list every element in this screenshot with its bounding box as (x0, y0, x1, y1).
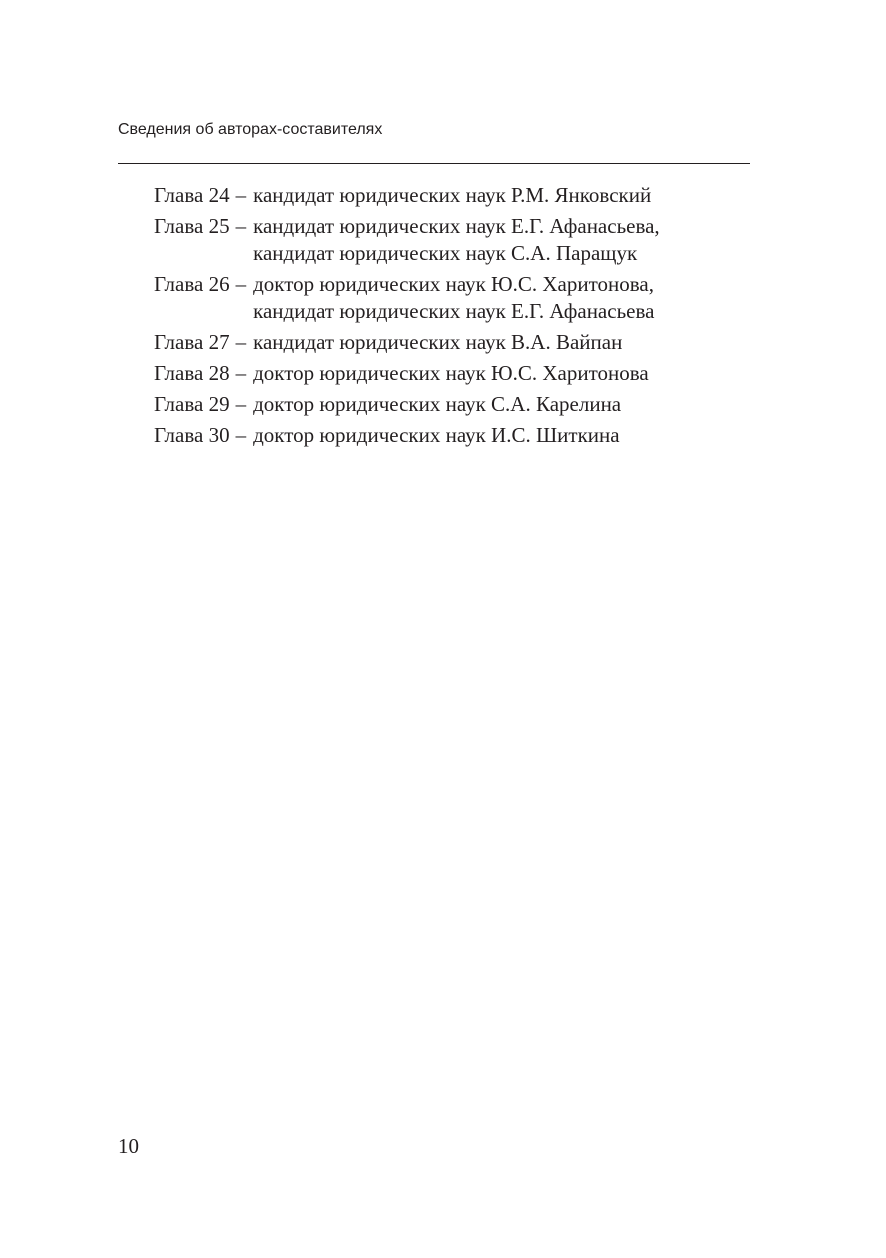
authors (253, 360, 754, 387)
chapter-label: Глава 24 (154, 183, 230, 207)
author-line: кандидат юридических наук Е.Г. Афанасьева (253, 299, 655, 323)
chapter-label: Глава 27 (154, 330, 230, 354)
author-line: доктор юридических наук Ю.С. Харитонова, (253, 272, 654, 296)
author-line: доктор юридических наук С.А. Карелина (253, 392, 622, 416)
author-line: кандидат юридических наук Е.Г. Афанасьева, (253, 214, 660, 238)
chapter-label: Глава 30 (154, 423, 230, 447)
dash: – (235, 214, 247, 238)
chapter-label: Глава 28 (154, 361, 230, 385)
author-line: кандидат юридических наук В.А. Вайпан (253, 330, 623, 354)
authors (253, 422, 754, 449)
dash: – (235, 361, 247, 385)
dash: – (235, 330, 247, 354)
chapter-label: Глава 25 (154, 214, 230, 238)
list-item (154, 271, 754, 325)
list-item (154, 391, 754, 418)
list-item (154, 213, 754, 267)
authors (253, 271, 754, 325)
author-line: доктор юридических наук Ю.С. Харитонова (253, 361, 649, 385)
dash: – (235, 183, 247, 207)
list-item (154, 182, 754, 209)
list-item (154, 329, 754, 356)
authors (253, 213, 754, 267)
header-divider (118, 163, 750, 164)
dash: – (235, 423, 247, 447)
author-line: кандидат юридических наук Р.М. Янковский (253, 183, 652, 207)
authors (253, 391, 754, 418)
authors (253, 329, 754, 356)
running-header: Сведения об авторах-составителях (118, 121, 383, 138)
page-number: 10 (118, 1134, 139, 1158)
authors-list (154, 182, 754, 453)
author-line: доктор юридических наук И.С. Шиткина (253, 423, 620, 447)
author-line: кандидат юридических наук С.А. Паращук (253, 241, 638, 265)
list-item (154, 422, 754, 449)
list-item (154, 360, 754, 387)
dash: – (235, 392, 247, 416)
authors (253, 182, 754, 209)
chapter-label: Глава 26 (154, 272, 230, 296)
chapter-label: Глава 29 (154, 392, 230, 416)
dash: – (235, 272, 247, 296)
